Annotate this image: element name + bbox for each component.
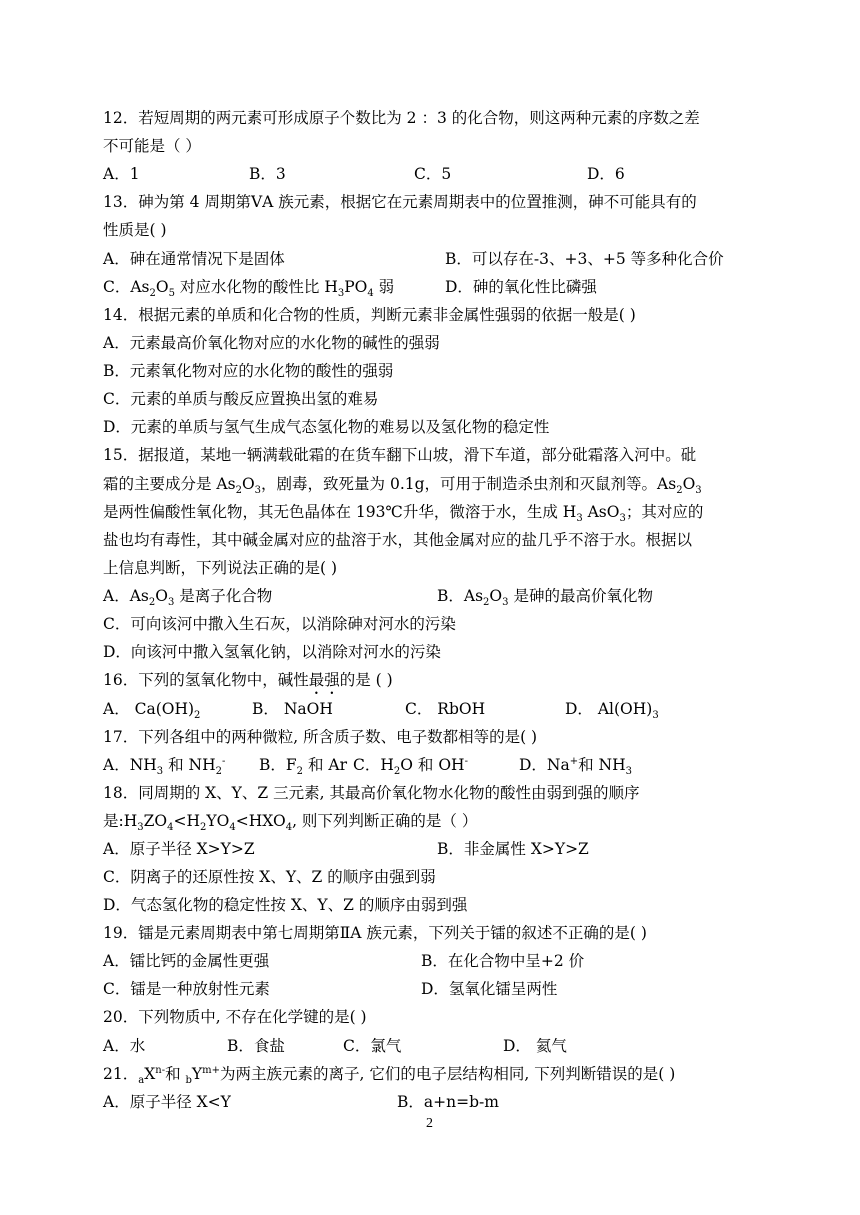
q15-option-d: D．向该河中撒入氢氧化钠，以消除对河水的污染 <box>103 643 441 661</box>
q20-option-d: D． 氦气 <box>503 1037 567 1055</box>
q19-option-b: B．在化合物中呈+2 价 <box>421 952 585 970</box>
q12-stem-line1: 12．若短周期的两元素可形成原子个数比为 2 ：3 的化合物，则这两种元素的序数之差 <box>103 109 700 127</box>
q16-option-b: B． NaOH <box>252 700 333 718</box>
q14-option-b: B．元素氧化物对应的水化物的酸性的强弱 <box>103 362 394 380</box>
q15-option-b: B．$As_2O_3$ 是砷的最高价氧化物 <box>437 587 653 609</box>
q20-option-c: C．氯气 <box>343 1037 402 1055</box>
q15-stem-line4: 盐也均有毒性，其中碱金属对应的盐溶于水，其他金属对应的盐几乎不溶于水。根据以 <box>103 531 693 549</box>
q13-option-b: B．可以存在-3、+3、+5 等多种化合价 <box>445 250 724 268</box>
q15-option-c: C．可向该河中撒入生石灰，以消除砷对河水的污染 <box>103 615 456 633</box>
q17-option-d: D．Na+和 $NH_3$ <box>519 755 633 778</box>
q14-stem: 14．根据元素的单质和化合物的性质，判断元素非金属性强弱的依据一般是( ) <box>103 306 636 324</box>
q12-option-c: C．5 <box>414 165 452 183</box>
q17-option-c: C．$H_2O$ 和 OH- <box>353 755 468 778</box>
q13-option-c: C．$As_2O_5$ 对应水化物的酸性比 $H_3PO_4$ 弱 <box>103 278 395 300</box>
q13-option-a: A．砷在通常情况下是固体 <box>103 250 285 268</box>
q14-option-c: C．元素的单质与酸反应置换出氢的难易 <box>103 390 379 408</box>
q13-stem-line2: 性质是( ) <box>103 221 167 239</box>
q18-option-d: D．气态氢化物的稳定性按 X、Y、Z 的顺序由弱到强 <box>103 896 468 914</box>
q21-stem: 21．$_aX^{n-}$和 $_bY^{m+}$为两主族元素的离子, 它们的电子层结构相同, 下列判断错误的是( ) <box>103 1064 676 1087</box>
q13-option-d: D．砷的氧化性比磷强 <box>445 278 597 296</box>
q15-stem-line3: 是两性偏酸性氧化物，其无色晶体在 193℃升华，微溶于水，生成 $H_3$ AsO$_3$；其对应的 <box>103 503 704 525</box>
q21-option-a: A．原子半径 X<Y <box>103 1093 231 1111</box>
q17-stem: 17．下列各组中的两种微粒, 所含质子数、电子数都相等的是( ) <box>103 728 538 746</box>
q17-option-a: A．$NH_3$ 和 $NH_2^-$ <box>103 755 226 778</box>
q18-option-b: B．非金属性 X>Y>Z <box>437 840 589 858</box>
q16-stem: 16．下列的氢氧化物中，碱性最强的是 ( ) <box>103 671 393 689</box>
q19-option-c: C．镭是一种放射性元素 <box>103 980 270 998</box>
q19-stem: 19．镭是元素周期表中第七周期第ⅡA 族元素，下列关于镭的叙述不正确的是( ) <box>103 924 647 942</box>
q18-stem-line1: 18．同周期的 X、Y、Z 三元素, 其最高价氧化物水化物的酸性由弱到强的顺序 <box>103 784 640 802</box>
q21-option-b: B．a+n=b-m <box>397 1093 499 1111</box>
q12-stem-line2: 不可能是（ ） <box>103 137 201 155</box>
q13-stem-line1: 13．砷为第 4 周期第ⅤA 族元素，根据它在元素周期表中的位置推测，砷不可能具有的 <box>103 193 697 211</box>
q18-option-a: A．原子半径 X>Y>Z <box>103 840 255 858</box>
q20-option-a: A．水 <box>103 1037 146 1055</box>
q14-option-d: D．元素的单质与氢气生成气态氢化物的难易以及氢化物的稳定性 <box>103 418 550 436</box>
q15-stem-line1: 15．据报道，某地一辆满载砒霜的在货车翻下山坡，滑下车道，部分砒霜落入河中。砒 <box>103 446 697 464</box>
q16-option-d: D． $Al(OH)_3$ <box>565 700 659 722</box>
q16-option-c: C． RbOH <box>405 700 486 718</box>
page-number: 2 <box>426 1116 433 1131</box>
q16-option-a: A． $Ca(OH)_2$ <box>103 700 201 722</box>
q20-stem: 20．下列物质中, 不存在化学键的是( ) <box>103 1008 367 1026</box>
q15-stem-line5: 上信息判断，下列说法正确的是( ) <box>103 559 338 577</box>
q18-option-c: C．阴离子的还原性按 X、Y、Z 的顺序由强到弱 <box>103 868 436 886</box>
q19-option-d: D．氢氧化镭呈两性 <box>421 980 558 998</box>
q15-stem-line2: 霜的主要成分是 $As_2O_3$，剧毒，致死量为 0.1g，可用于制造杀虫剂和灭鼠剂等。$As_2O_3$ <box>103 475 702 497</box>
q20-option-b: B．食盐 <box>227 1037 285 1055</box>
q14-option-a: A．元素最高价氧化物对应的水化物的碱性的强弱 <box>103 334 440 352</box>
q16-emphasis: 最强 <box>308 671 340 689</box>
q12-option-d: D．6 <box>587 165 625 183</box>
q17-option-b: B．$F_2$ 和 Ar <box>259 756 347 778</box>
q19-option-a: A．镭比钙的金属性更强 <box>103 952 270 970</box>
q15-option-a: A．$As_2O_3$ 是离子化合物 <box>103 587 273 609</box>
q12-option-b: B．3 <box>249 165 286 183</box>
q12-option-a: A．1 <box>103 165 140 183</box>
q18-stem-line2: 是$:H_3ZO_4<H_2YO_4<HXO_4$, 则下列判断正确的是（ ） <box>103 812 478 834</box>
